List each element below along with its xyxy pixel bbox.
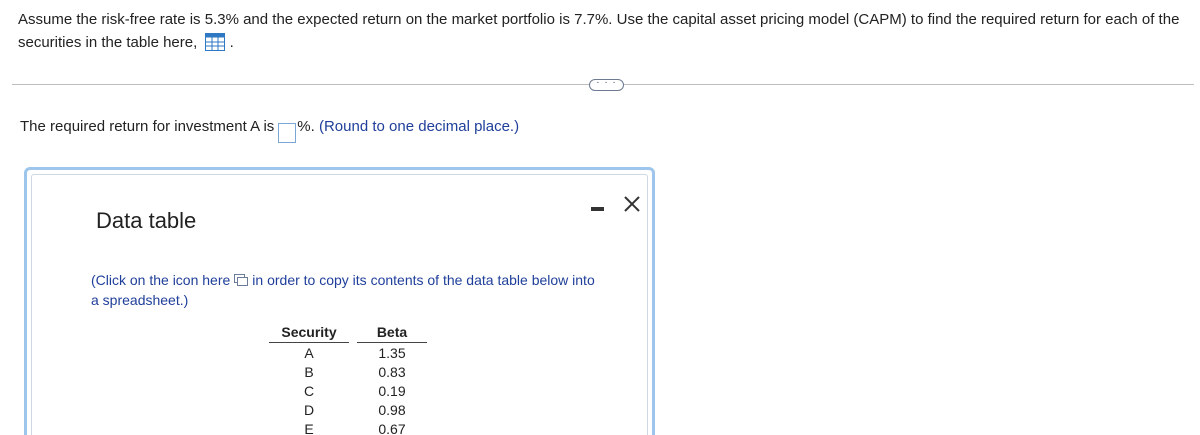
header-beta: Beta [357, 322, 427, 343]
grid-table-icon[interactable] [205, 33, 225, 51]
security-cell: A [304, 344, 314, 361]
beta-data-table [269, 322, 427, 435]
security-cell: B [304, 363, 314, 380]
required-return-input[interactable] [278, 123, 296, 143]
rounding-hint: (Round to one decimal place.) [318, 118, 520, 135]
question-text-block [18, 8, 1188, 54]
copy-icon[interactable] [234, 271, 248, 283]
table-row [269, 343, 427, 363]
copy-instructions [91, 270, 601, 310]
percent-suffix: %. [297, 118, 315, 135]
answer-prefix: The required return for investment A is [20, 118, 275, 135]
beta-cell: 1.35 [378, 344, 406, 361]
dialog-title: Data table [96, 208, 197, 233]
copy-text-before: (Click on the icon here [91, 272, 231, 288]
close-icon[interactable] [621, 193, 643, 215]
header-security: Security [269, 322, 349, 343]
beta-cell: 0.98 [378, 401, 406, 418]
question-end-punct: . [229, 34, 234, 51]
table-row [269, 419, 427, 435]
security-cell: C [303, 382, 315, 399]
table-row [269, 362, 427, 381]
minimize-icon[interactable] [590, 195, 606, 217]
table-row [269, 381, 427, 400]
dialog-body [31, 174, 648, 435]
beta-cell: 0.83 [378, 363, 406, 380]
beta-cell: 0.67 [357, 419, 427, 435]
copy-text-after: in order to copy its contents of the data table below into a spreadsheet.) [91, 272, 595, 308]
security-cell: E [269, 419, 349, 435]
more-options-button[interactable]: · · · [589, 79, 624, 91]
data-table-dialog [24, 167, 655, 435]
security-cell: D [303, 401, 315, 418]
question-text: Assume the risk-free rate is 5.3% and the expected return on the market portfolio is 7.7%. Use the capital asset pricing model (CAPM) to find the required return for each of the securities in the table here, [18, 11, 1180, 51]
beta-cell: 0.19 [378, 382, 406, 399]
answer-line [20, 116, 519, 143]
table-row [269, 400, 427, 419]
